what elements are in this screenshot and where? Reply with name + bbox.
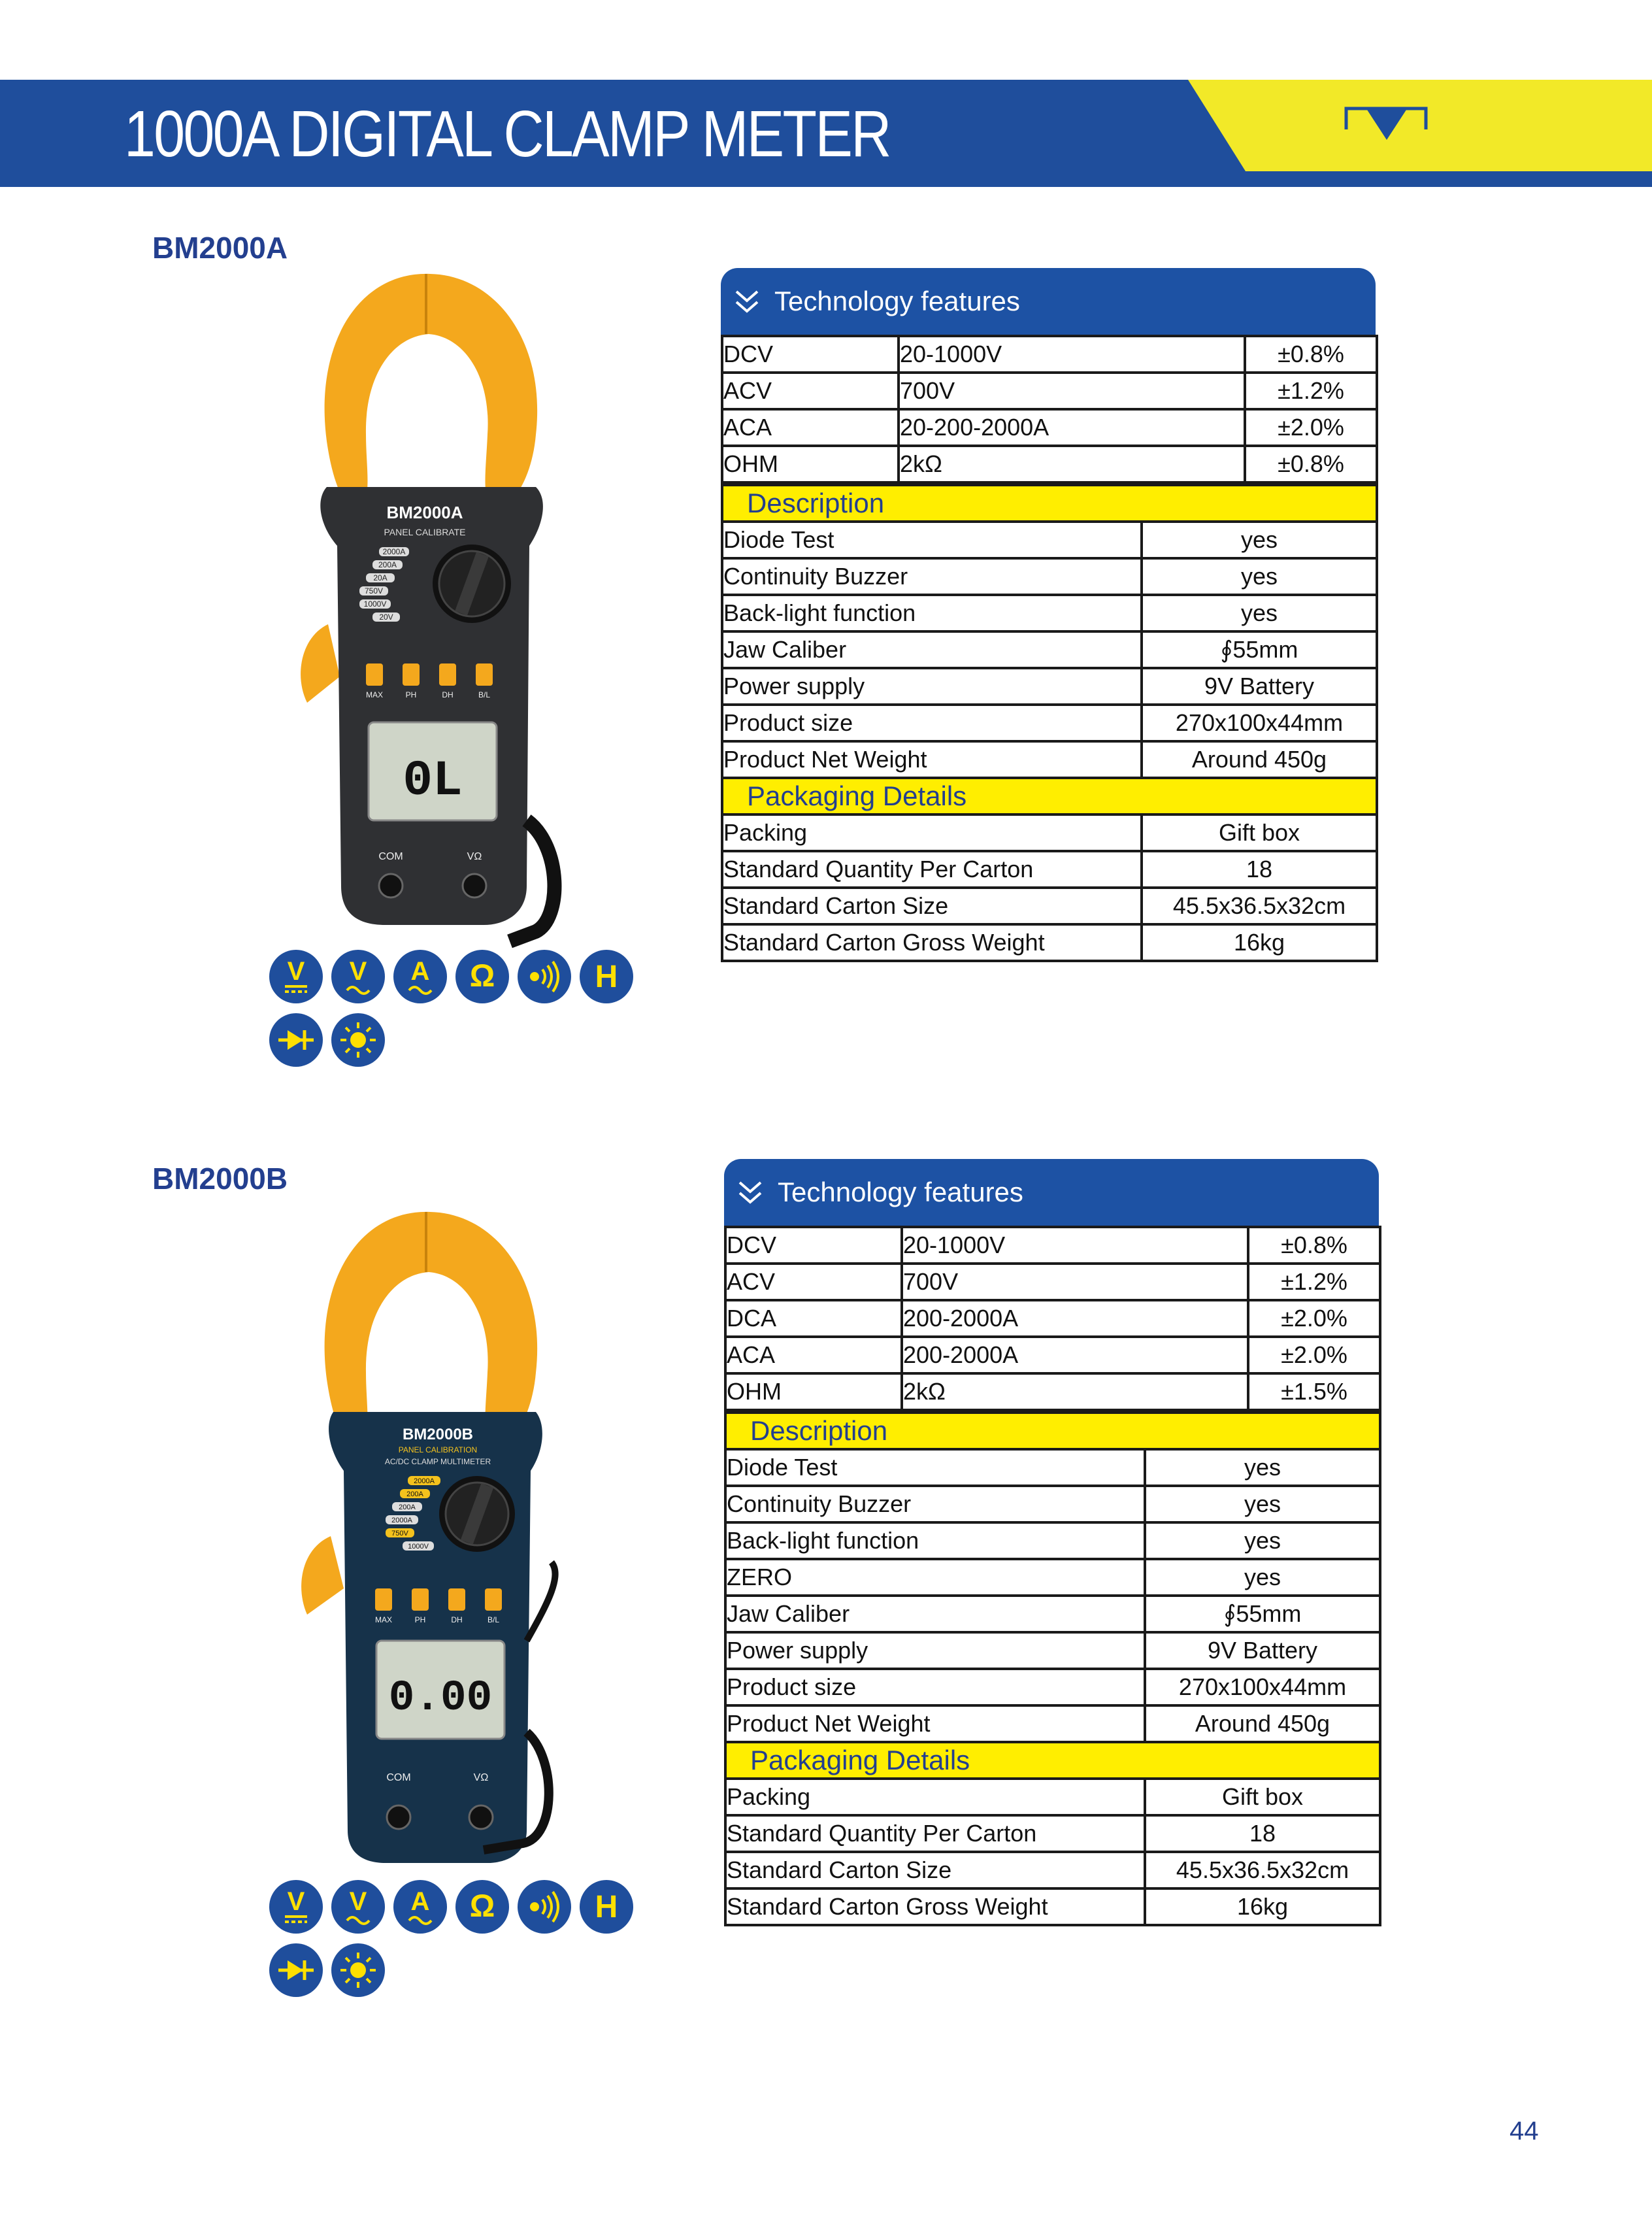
accuracy: ±0.8% bbox=[1245, 336, 1377, 373]
range-label: 2000A bbox=[382, 547, 406, 556]
table-row bbox=[722, 409, 1377, 446]
row-label: Back-light function bbox=[725, 1522, 1145, 1559]
section-title: Packaging Details bbox=[722, 778, 1377, 814]
row-label: Jaw Caliber bbox=[725, 1596, 1145, 1632]
table-row bbox=[725, 1486, 1380, 1522]
button-label: MAX bbox=[374, 1615, 393, 1624]
range: 2kΩ bbox=[899, 446, 1245, 482]
lcd-reading-b: 0.00 bbox=[388, 1673, 493, 1722]
page-number: 44 bbox=[1510, 2117, 1539, 2145]
table-row bbox=[725, 1300, 1380, 1337]
table-row bbox=[725, 1264, 1380, 1300]
row-value: yes bbox=[1142, 558, 1377, 595]
row-value: yes bbox=[1145, 1486, 1380, 1522]
table-row bbox=[722, 446, 1377, 482]
row-value: yes bbox=[1145, 1559, 1380, 1596]
row-value: 16kg bbox=[1145, 1888, 1380, 1925]
ohm-icon bbox=[455, 1880, 509, 1934]
accuracy: ±0.8% bbox=[1245, 446, 1377, 482]
range-label: 200A bbox=[378, 560, 397, 569]
row-label: Power supply bbox=[725, 1632, 1145, 1669]
table-row bbox=[725, 1852, 1380, 1888]
svg-text:H: H bbox=[595, 1890, 618, 1924]
row-label: Continuity Buzzer bbox=[725, 1486, 1145, 1522]
table-row bbox=[725, 1815, 1380, 1852]
page-title: 1000A DIGITAL CLAMP METER bbox=[124, 97, 890, 171]
range-label: 750V bbox=[391, 1530, 408, 1537]
svg-text:V: V bbox=[349, 1887, 367, 1916]
continuity-buzzer-icon bbox=[518, 1880, 571, 1934]
accuracy: ±2.0% bbox=[1248, 1337, 1380, 1373]
range-label: 750V bbox=[364, 586, 384, 595]
dc-voltage-icon bbox=[269, 950, 323, 1003]
row-label: Product Net Weight bbox=[722, 741, 1142, 778]
range: 200-2000A bbox=[902, 1337, 1248, 1373]
svg-text:Ω: Ω bbox=[469, 1889, 495, 1924]
button-label: B/L bbox=[487, 1615, 500, 1624]
table-row bbox=[722, 373, 1377, 409]
table-row bbox=[722, 595, 1377, 631]
table-row bbox=[722, 336, 1377, 373]
row-label: Product size bbox=[722, 705, 1142, 741]
tech-table-b bbox=[724, 1226, 1381, 1411]
param: ACV bbox=[722, 373, 899, 409]
clamp-meter-image-b bbox=[288, 1209, 562, 1870]
row-value: 9V Battery bbox=[1142, 668, 1377, 705]
range-label: 1000V bbox=[363, 599, 387, 609]
row-label: Standard Carton Gross Weight bbox=[725, 1888, 1145, 1925]
accuracy: ±2.0% bbox=[1248, 1300, 1380, 1337]
svg-text:Ω: Ω bbox=[469, 959, 495, 994]
chevron-down-icon bbox=[733, 285, 765, 318]
accuracy: ±1.5% bbox=[1248, 1373, 1380, 1410]
row-value: Around 450g bbox=[1145, 1705, 1380, 1742]
range-label: 200A bbox=[406, 1490, 423, 1498]
model-name-a: BM2000A bbox=[152, 231, 288, 265]
table-row bbox=[725, 1337, 1380, 1373]
table-row bbox=[725, 1559, 1380, 1596]
row-value: 45.5x36.5x32cm bbox=[1142, 888, 1377, 924]
device-subtitle-b: PANEL CALIBRATION bbox=[398, 1445, 478, 1454]
tech-features-title: Technology features bbox=[774, 286, 1020, 316]
row-label: Diode Test bbox=[722, 522, 1142, 558]
row-value: yes bbox=[1142, 595, 1377, 631]
row-label: Diode Test bbox=[725, 1449, 1145, 1486]
param: DCA bbox=[725, 1300, 902, 1337]
row-value: 16kg bbox=[1142, 924, 1377, 961]
table-row bbox=[722, 631, 1377, 668]
button-label: DH bbox=[451, 1615, 463, 1624]
dc-voltage-icon bbox=[269, 1880, 323, 1934]
row-value: Around 450g bbox=[1142, 741, 1377, 778]
range: 2kΩ bbox=[902, 1373, 1248, 1410]
row-label: Standard Quantity Per Carton bbox=[722, 851, 1142, 888]
range: 700V bbox=[899, 373, 1245, 409]
svg-text:H: H bbox=[595, 960, 618, 994]
accuracy: ±1.2% bbox=[1248, 1264, 1380, 1300]
row-value: yes bbox=[1145, 1449, 1380, 1486]
svg-text:V: V bbox=[349, 957, 367, 986]
table-row bbox=[725, 1669, 1380, 1705]
description-table-a bbox=[721, 484, 1378, 962]
row-label: Power supply bbox=[722, 668, 1142, 705]
diode-icon bbox=[269, 1013, 323, 1067]
table-row bbox=[725, 1227, 1380, 1264]
ac-current-icon bbox=[393, 950, 447, 1003]
section-title: Description bbox=[725, 1413, 1380, 1449]
range-label: 1000V bbox=[408, 1543, 429, 1551]
row-value: 270x100x44mm bbox=[1145, 1669, 1380, 1705]
device-brand-a: BM2000A bbox=[386, 503, 463, 522]
section-title: Description bbox=[722, 485, 1377, 522]
button-label: DH bbox=[442, 690, 454, 699]
row-label: Standard Carton Gross Weight bbox=[722, 924, 1142, 961]
table-row bbox=[725, 1596, 1380, 1632]
row-value: Gift box bbox=[1145, 1779, 1380, 1815]
table-row bbox=[725, 1632, 1380, 1669]
ac-current-icon bbox=[393, 1880, 447, 1934]
table-row bbox=[722, 741, 1377, 778]
param: DCV bbox=[725, 1227, 902, 1264]
description-header bbox=[722, 485, 1377, 522]
range-label: 200A bbox=[399, 1503, 416, 1511]
range: 700V bbox=[902, 1264, 1248, 1300]
row-value: yes bbox=[1142, 522, 1377, 558]
param: ACV bbox=[725, 1264, 902, 1300]
row-value: ∮55mm bbox=[1142, 631, 1377, 668]
tech-features-header-a bbox=[721, 268, 1376, 335]
device-brand-b: BM2000B bbox=[402, 1426, 474, 1443]
range: 20-1000V bbox=[902, 1227, 1248, 1264]
row-value: ∮55mm bbox=[1145, 1596, 1380, 1632]
table-row bbox=[722, 558, 1377, 595]
chevron-down-icon bbox=[736, 1176, 768, 1209]
packaging-header bbox=[725, 1742, 1380, 1779]
spec-table-b bbox=[724, 1159, 1379, 1926]
row-value: Gift box bbox=[1142, 814, 1377, 851]
description-table-b bbox=[724, 1411, 1381, 1926]
row-value: 45.5x36.5x32cm bbox=[1145, 1852, 1380, 1888]
continuity-buzzer-icon bbox=[518, 950, 571, 1003]
table-row bbox=[722, 851, 1377, 888]
device-subtitle2-b: AC/DC CLAMP MULTIMETER bbox=[384, 1457, 491, 1466]
row-value: 9V Battery bbox=[1145, 1632, 1380, 1669]
terminal-label: COM bbox=[386, 1772, 411, 1783]
table-row bbox=[722, 888, 1377, 924]
param: OHM bbox=[725, 1373, 902, 1410]
row-value: yes bbox=[1145, 1522, 1380, 1559]
terminal-label: VΩ bbox=[467, 851, 482, 862]
ac-voltage-icon bbox=[331, 950, 385, 1003]
row-label: Packing bbox=[722, 814, 1142, 851]
tech-table-a bbox=[721, 335, 1378, 484]
diode-icon bbox=[269, 1943, 323, 1997]
tech-features-title: Technology features bbox=[778, 1177, 1023, 1207]
table-row bbox=[722, 705, 1377, 741]
table-row bbox=[722, 668, 1377, 705]
row-label: Standard Carton Size bbox=[722, 888, 1142, 924]
button-label: PH bbox=[405, 690, 417, 699]
table-row bbox=[725, 1449, 1380, 1486]
accuracy: ±2.0% bbox=[1245, 409, 1377, 446]
table-row bbox=[725, 1705, 1380, 1742]
button-label: B/L bbox=[478, 690, 491, 699]
range-label: 2000A bbox=[391, 1517, 412, 1524]
row-label: Jaw Caliber bbox=[722, 631, 1142, 668]
backlight-icon bbox=[331, 1013, 385, 1067]
ac-voltage-icon bbox=[331, 1880, 385, 1934]
range-label: 2000A bbox=[414, 1477, 435, 1485]
row-value: 18 bbox=[1145, 1815, 1380, 1852]
range: 20-1000V bbox=[899, 336, 1245, 373]
table-row bbox=[722, 814, 1377, 851]
model-name-b: BM2000B bbox=[152, 1162, 288, 1196]
clamp-meter-image-a bbox=[288, 271, 562, 961]
row-value: 270x100x44mm bbox=[1142, 705, 1377, 741]
section-title: Packaging Details bbox=[725, 1742, 1380, 1779]
row-label: Standard Quantity Per Carton bbox=[725, 1815, 1145, 1852]
table-row bbox=[725, 1888, 1380, 1925]
svg-text:V: V bbox=[287, 1887, 305, 1916]
row-label: Packing bbox=[725, 1779, 1145, 1815]
range-label: 20V bbox=[379, 612, 393, 622]
ohm-icon bbox=[455, 950, 509, 1003]
range: 20-200-2000A bbox=[899, 409, 1245, 446]
lcd-reading-a: 0L bbox=[403, 753, 463, 809]
param: DCV bbox=[722, 336, 899, 373]
row-label: Product size bbox=[725, 1669, 1145, 1705]
svg-text:A: A bbox=[410, 957, 430, 986]
table-row bbox=[722, 522, 1377, 558]
row-label: Continuity Buzzer bbox=[722, 558, 1142, 595]
button-label: PH bbox=[414, 1615, 426, 1624]
range-label: 20A bbox=[373, 573, 388, 582]
svg-text:A: A bbox=[410, 1887, 430, 1916]
backlight-icon bbox=[331, 1943, 385, 1997]
device-subtitle-a: PANEL CALIBRATE bbox=[384, 527, 466, 537]
row-label: ZERO bbox=[725, 1559, 1145, 1596]
packaging-header bbox=[722, 778, 1377, 814]
param: ACA bbox=[722, 409, 899, 446]
spec-table-a bbox=[721, 268, 1376, 962]
hold-icon bbox=[580, 950, 633, 1003]
param: OHM bbox=[722, 446, 899, 482]
accuracy: ±1.2% bbox=[1245, 373, 1377, 409]
hold-icon bbox=[580, 1880, 633, 1934]
terminal-label: COM bbox=[378, 851, 403, 862]
tech-features-header-b bbox=[724, 1159, 1379, 1226]
range: 200-2000A bbox=[902, 1300, 1248, 1337]
accuracy: ±0.8% bbox=[1248, 1227, 1380, 1264]
description-header bbox=[725, 1413, 1380, 1449]
terminal-label: VΩ bbox=[473, 1772, 489, 1783]
table-row bbox=[725, 1522, 1380, 1559]
row-label: Standard Carton Size bbox=[725, 1852, 1145, 1888]
table-row bbox=[725, 1373, 1380, 1410]
row-label: Back-light function bbox=[722, 595, 1142, 631]
table-row bbox=[722, 924, 1377, 961]
table-row bbox=[725, 1779, 1380, 1815]
param: ACA bbox=[725, 1337, 902, 1373]
row-value: 18 bbox=[1142, 851, 1377, 888]
button-label: MAX bbox=[365, 690, 384, 699]
svg-text:V: V bbox=[287, 957, 305, 986]
row-label: Product Net Weight bbox=[725, 1705, 1145, 1742]
